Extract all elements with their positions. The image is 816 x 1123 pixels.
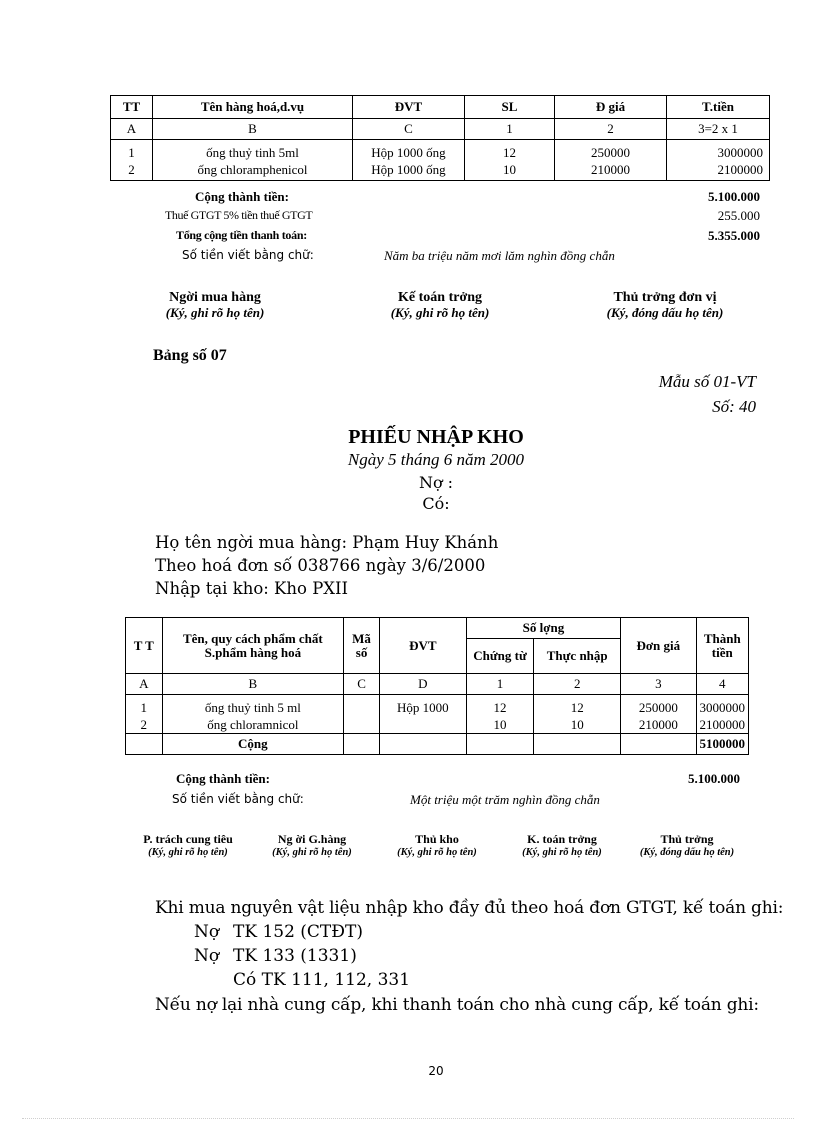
- cell-code: [344, 695, 380, 717]
- header-cell: SL: [465, 96, 555, 119]
- signature-deliverer: [252, 833, 372, 859]
- receipt-total-row: [126, 734, 749, 755]
- signature-sub: (Ký, đóng dấu họ tên): [639, 847, 735, 858]
- cell-unit: Hộp 1000 ống: [353, 161, 465, 181]
- credit-accounts: Có TK 111, 112, 331: [233, 970, 411, 990]
- cell-name: ống chloramnicol: [162, 716, 344, 734]
- letter-cell: A: [126, 674, 163, 695]
- cell-doc-qty: 12: [466, 695, 534, 717]
- form-code: Mẫu số 01-VT: [658, 372, 756, 391]
- receipt-buyer: Họ tên ngời mua hàng: Phạm Huy Khánh: [155, 533, 499, 552]
- receipt-words-label: Số tiền viết bằng chữ:: [172, 792, 304, 806]
- receipt-debit: Nợ :: [418, 473, 454, 492]
- cell-tt: 1: [111, 140, 153, 162]
- signature-title: Thủ trởng: [660, 832, 714, 846]
- header-price: Đơn giá: [621, 618, 696, 674]
- cell-unit: Hộp 1000: [379, 695, 466, 717]
- signature-director: [626, 833, 748, 859]
- signature-storekeeper: [377, 833, 497, 859]
- invoice-subtotal-value: 5.100.000: [708, 189, 760, 204]
- header-code: Mã số: [344, 618, 380, 674]
- header-actual-qty: Thực nhập: [534, 639, 621, 674]
- receipt-letters-row: [126, 674, 749, 695]
- debit-label-2: Nợ: [194, 946, 220, 966]
- receipt-date: Ngày 5 tháng 6 năm 2000: [347, 450, 525, 469]
- body-line-1: Khi mua nguyên vật liệu nhập kho đầy đủ theo hoá đơn GTGT, kế toán ghi:: [155, 898, 784, 918]
- header-doc-qty: Chứng từ: [466, 639, 534, 674]
- table-row: [126, 716, 749, 734]
- receipt-words-value: Một triệu một trăm nghìn đồng chẵn: [410, 792, 600, 807]
- form-number: Số: 40: [712, 397, 756, 416]
- cell-amount: 2100000: [696, 716, 749, 734]
- letter-cell: C: [344, 674, 380, 695]
- invoice-table: [110, 95, 770, 181]
- header-cell: Đ giá: [555, 96, 667, 119]
- debit-account-2: TK 133 (1331): [233, 946, 357, 966]
- signature-buyer: [130, 290, 300, 320]
- header-name: Tên, quy cách phẩm chất S.phẩm hàng hoá: [162, 618, 344, 674]
- signature-title: Ngời mua hàng: [169, 290, 261, 305]
- signature-sub: (Ký, ghi rõ họ tên): [272, 847, 352, 858]
- invoice-words-value: Năm ba triệu năm mơi lăm nghìn đồng chẵn: [384, 248, 615, 263]
- invoice-header-row: [111, 96, 770, 119]
- signature-sub: (Ký, ghi rõ họ tên): [390, 305, 490, 320]
- total-empty-cell: [534, 734, 621, 755]
- cell-tt: 2: [111, 161, 153, 181]
- letter-cell: 4: [696, 674, 749, 695]
- total-empty-cell: [344, 734, 380, 755]
- total-empty-cell: [126, 734, 163, 755]
- invoice-total-value: 5.355.000: [708, 228, 760, 243]
- cell-price: 250000: [621, 695, 696, 717]
- invoice-total-label: Tổng cộng tiền thanh toán:: [176, 228, 307, 242]
- cell-name: ống thuỷ tinh 5ml: [153, 140, 353, 162]
- invoice-vat-value: 255.000: [717, 208, 760, 223]
- letter-cell: 3=2 x 1: [667, 119, 770, 140]
- invoice-vat-label: Thuế GTGT 5% tiền thuế GTGT: [165, 208, 313, 222]
- cell-actual-qty: 10: [534, 716, 621, 734]
- table-row: [111, 140, 770, 162]
- receipt-warehouse: Nhập tại kho: Kho PXII: [155, 579, 349, 598]
- header-cell: T.tiền: [667, 96, 770, 119]
- header-qty: Số lợng: [466, 618, 620, 639]
- signature-title: Ng ời G.hàng: [277, 832, 347, 846]
- signature-title: K. toán trởng: [527, 832, 597, 846]
- signature-chief-accountant: [355, 290, 525, 320]
- total-empty-cell: [466, 734, 534, 755]
- total-value: 5100000: [696, 734, 749, 755]
- table-row: [126, 695, 749, 717]
- invoice-words-label: Số tiền viết bằng chữ:: [182, 248, 314, 262]
- debit-account-1: TK 152 (CTĐT): [233, 922, 363, 942]
- invoice-letters-row: [111, 119, 770, 140]
- cell-tt: 2: [126, 716, 163, 734]
- cell-unit: [379, 716, 466, 734]
- debit-label-1: Nợ: [194, 922, 220, 942]
- signature-chief-accountant: [502, 833, 622, 859]
- header-unit: ĐVT: [379, 618, 466, 674]
- table-label: Bảng số 07: [153, 347, 227, 364]
- header-tt: T T: [126, 618, 163, 674]
- cell-price: 250000: [555, 140, 667, 162]
- cell-qty: 12: [465, 140, 555, 162]
- cell-price: 210000: [621, 716, 696, 734]
- letter-cell: D: [379, 674, 466, 695]
- letter-cell: B: [162, 674, 344, 695]
- signature-sub: (Ký, ghi rõ họ tên): [522, 847, 602, 858]
- letter-cell: 1: [465, 119, 555, 140]
- receipt-subtotal-label: Cộng thành tiền:: [176, 771, 270, 786]
- cell-qty: 10: [465, 161, 555, 181]
- cell-name: ống thuỷ tinh 5 ml: [162, 695, 344, 717]
- signature-director: [570, 290, 760, 320]
- table-row: [111, 161, 770, 181]
- letter-cell: 3: [621, 674, 696, 695]
- header-amount: Thành tiền: [696, 618, 749, 674]
- signature-supply-manager: [128, 833, 248, 859]
- receipt-table: [125, 617, 749, 755]
- header-cell: Tên hàng hoá,d.vụ: [153, 96, 353, 119]
- letter-cell: 2: [555, 119, 667, 140]
- letter-cell: C: [353, 119, 465, 140]
- body-line-last: Nếu nợ lại nhà cung cấp, khi thanh toán cho nhà cung cấp, kế toán ghi:: [155, 995, 759, 1015]
- signature-title: Kế toán trởng: [398, 290, 482, 305]
- cell-price: 210000: [555, 161, 667, 181]
- header-cell: ĐVT: [353, 96, 465, 119]
- total-label: Cộng: [162, 734, 344, 755]
- cell-amount: 3000000: [696, 695, 749, 717]
- signature-title: P. trách cung tiêu: [143, 832, 233, 846]
- signature-sub: (Ký, ghi rõ họ tên): [165, 305, 265, 320]
- invoice-subtotal-label: Cộng thành tiền:: [195, 189, 289, 204]
- cell-code: [344, 716, 380, 734]
- total-empty-cell: [379, 734, 466, 755]
- letter-cell: A: [111, 119, 153, 140]
- cell-amount: 2100000: [667, 161, 770, 181]
- signature-sub: (Ký, đóng dấu họ tên): [606, 305, 724, 320]
- cell-actual-qty: 12: [534, 695, 621, 717]
- signature-sub: (Ký, ghi rõ họ tên): [148, 847, 228, 858]
- header-cell: TT: [111, 96, 153, 119]
- receipt-title: PHIẾU NHẬP KHO: [348, 426, 524, 448]
- page-number: 20: [428, 1064, 444, 1078]
- cell-tt: 1: [126, 695, 163, 717]
- cell-unit: Hộp 1000 ống: [353, 140, 465, 162]
- letter-cell: B: [153, 119, 353, 140]
- letter-cell: 1: [466, 674, 534, 695]
- total-empty-cell: [621, 734, 696, 755]
- receipt-header-row-1: [126, 618, 749, 639]
- cell-doc-qty: 10: [466, 716, 534, 734]
- cell-name: ống chloramphenicol: [153, 161, 353, 181]
- signature-sub: (Ký, ghi rõ họ tên): [397, 847, 477, 858]
- signature-title: Thủ kho: [415, 832, 459, 846]
- receipt-invoice-ref: Theo hoá đơn số 038766 ngày 3/6/2000: [155, 556, 486, 575]
- receipt-credit: Có:: [422, 494, 450, 513]
- page-bottom-border: [22, 1118, 794, 1119]
- letter-cell: 2: [534, 674, 621, 695]
- cell-amount: 3000000: [667, 140, 770, 162]
- receipt-subtotal-value: 5.100.000: [688, 771, 740, 786]
- signature-title: Thủ trởng đơn vị: [613, 290, 717, 305]
